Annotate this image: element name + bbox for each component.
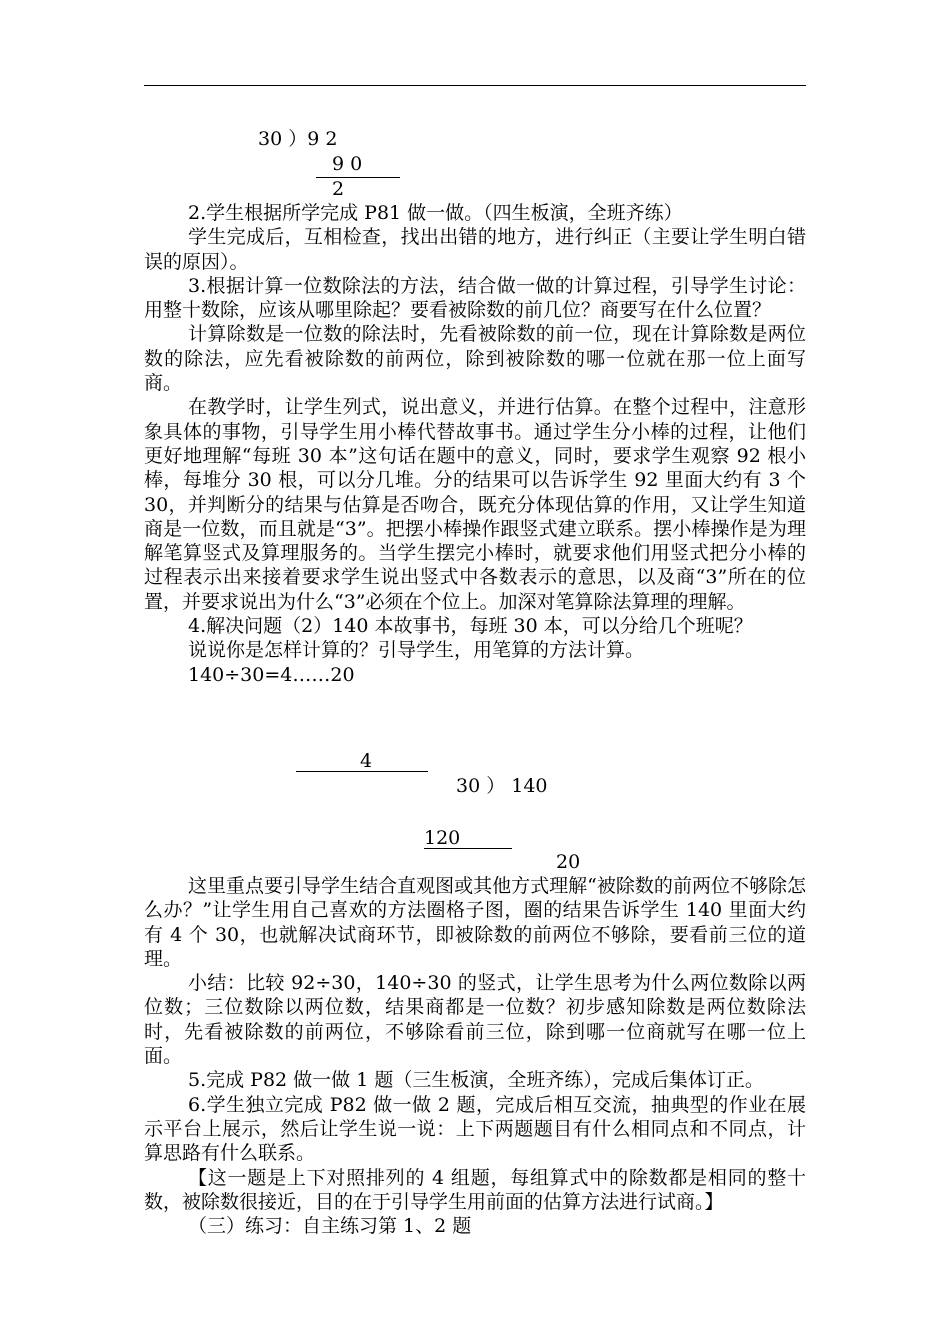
division2-remainder: 20 xyxy=(556,851,581,873)
paragraph: 小结：比较 92÷30，140÷30 的竖式，让学生思考为什么两位数除以两位数；三位数除以两位数，结果商都是一位数？初步感知除数是两位数除法时，先看被除数的前两位，不够除看前三位，除到哪一位商就写在哪一位上面。 xyxy=(144,972,806,1068)
division1-remainder: 2 xyxy=(332,178,345,200)
paragraph: 3.根据计算一位数除法的方法，结合做一做的计算过程，引导学生讨论：用整十数除，应该从哪里除起？要看被除数的前几位？商要写在什么位置？ xyxy=(144,274,806,322)
paragraph: 2.学生根据所学完成 P81 做一做。（四生板演，全班齐练） xyxy=(188,202,683,224)
division2-divisor-dividend: 30 ） 140 xyxy=(456,775,548,797)
paragraph: 计算除数是一位数的除法时，先看被除数的前一位，现在计算除数是两位数的除法，应先看被除数的前两位，除到被除数的哪一位就在那一位上面写商。 xyxy=(144,323,806,395)
paragraph: （三）练习：自主练习第 1、2 题 xyxy=(188,1215,472,1238)
paragraph: 140÷30=4……20 xyxy=(188,663,355,686)
paragraph-block-2 xyxy=(144,874,806,1238)
header-rule xyxy=(144,85,806,86)
paragraph: 在教学时，让学生列式，说出意义，并进行估算。在整个过程中，注意形象具体的事物，引导学生用小棒代替故事书。通过学生分小棒的过程，让他们更好地理解“每班 30 本”这句话在题中的意义，同时，要求学生观察 92 根小棒，每堆分 30 根，可以分几堆。分的结果可以告诉学生 92 里面大约有 3 个 30，并判断分的结果与估算是否吻合，既充分体现估算的作用，又让学生知道商是一位数，而且就是“3”。把摆小棒操作跟竖式建立联系。摆小棒操作是为理解笔算竖式及算理服务的。当学生摆完小棒时，就要求他们用竖式把分小棒的过程表示出来接着要求学生说出竖式中各数表示的意思，以及商“3”所在的位置，并要求说出为什么“3”必须在个位上。加深对笔算除法算理的理解。 xyxy=(144,396,806,613)
paragraph: 说说你是怎样计算的？引导学生，用笔算的方法计算。 xyxy=(188,639,645,662)
paragraph: 这里重点要引导学生结合直观图或其他方式理解“被除数的前两位不够除怎么办？”让学生用自己喜欢的方法圈格子图，圈的结果告诉学生 140 里面大约有 4 个 30，也就解决试商环节，即被除数的前两位不够除，要看前三位的道理。 xyxy=(144,875,806,970)
division2-product-line xyxy=(424,848,512,849)
paragraph-block-1 xyxy=(144,201,806,687)
paragraph: 6.学生独立完成 P82 做一做 2 题，完成后相互交流，抽典型的作业在展示平台上展示，然后让学生说一说：上下两题题目有什么相同点和不同点，计算思路有什么联系。 xyxy=(144,1093,806,1165)
division1-divisor-dividend: 30 ）9 2 xyxy=(258,128,338,150)
division2-product: 120 xyxy=(424,827,461,849)
division2-quotient-line xyxy=(296,771,428,772)
division1-product: 9 0 xyxy=(332,153,363,175)
paragraph: 学生完成后，互相检查，找出出错的地方，进行纠正（主要让学生明白错误的原因）。 xyxy=(144,226,806,273)
paragraph: 5.完成 P82 做一做 1 题（三生板演，全班齐练），完成后集体订正。 xyxy=(188,1069,764,1092)
division1-line xyxy=(316,177,400,178)
paragraph: 4.解决问题（2）140 本故事书，每班 30 本，可以分给几个班呢？ xyxy=(188,615,753,638)
division2-quotient: 4 xyxy=(360,750,373,772)
paragraph: 【这一题是上下对照排列的 4 组题，每组算式中的除数都是相同的整十数，被除数很接近，目的在于引导学生用前面的估算方法进行试商。】 xyxy=(144,1166,806,1213)
